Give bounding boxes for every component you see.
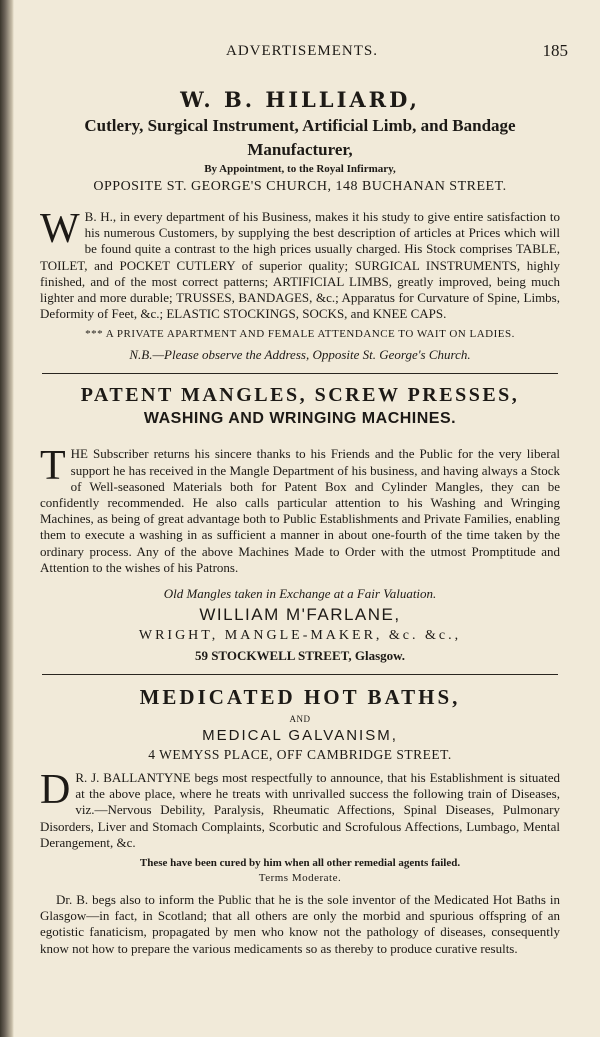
hilliard-address: OPPOSITE ST. GEORGE'S CHURCH, 148 BUCHANAN STREET. <box>93 179 507 194</box>
baths-dropcap: D <box>40 767 71 814</box>
mangles-body <box>40 443 560 576</box>
hilliard-nb: N.B.—Please observe the Address, Opposite St. George's Church. <box>129 347 471 363</box>
baths-body-text: R. J. BALLANTYNE begs most respectfully to announce, that his Establishment is situated at the above place, where he treats with unrivalled success the following train of Diseases, viz.—Nervous Debility, Paralysis, Rheumatic Affections, Spinal Diseases, Pulmonary Disorders, Liver and Stomach Complaints, Scorbutic and Scrofulous Affections, Lumbago, Mental Derangement, &c. <box>40 770 560 850</box>
baths-body <box>40 767 560 851</box>
mangles-exchange-note: Old Mangles taken in Exchange at a Fair Valuation. <box>163 586 437 602</box>
mangles-body-text: HE Subscriber returns his sincere thanks to his Friends and the Public for the very liberal support he has received in the Mangle Department of his business, and having always a Stock of Well-seasoned Materials both for Patent Box and Cylinder Mangles, they can be confidently recommended. He also calls particular attention to his Washing and Wringing Machines, as being of great advantage both to Public Establishments and Private Families, enabling them to execute a washing in as sufficient a manner in about one-fourth of the time taken by the ordinary process. Any of the above Machines Made to Order with the utmost Promptitude and Attention to the wishes of his Patrons. <box>40 446 560 575</box>
baths-title: MEDICATED HOT BATHS, <box>139 685 461 710</box>
hilliard-trade-line2: Manufacturer, <box>247 140 353 159</box>
hilliard-name: W. B. HILLIARD, <box>180 87 420 112</box>
baths-advertisement <box>40 685 560 957</box>
hilliard-trade-line1: Cutlery, Surgical Instrument, Artificial Limb, and Bandage <box>84 116 516 135</box>
mangles-maker-trade: WRIGHT, MANGLE-MAKER, &c. &c., <box>138 628 462 644</box>
mangles-dropcap: T <box>40 443 66 490</box>
mangles-maker-address: 59 STOCKWELL STREET, Glasgow. <box>194 648 406 664</box>
divider-rule <box>42 373 558 374</box>
mangles-subtitle: WASHING AND WRINGING MACHINES. <box>143 410 457 428</box>
baths-and: AND <box>289 714 311 725</box>
mangles-advertisement <box>40 384 560 664</box>
baths-address: 4 WEMYSS PLACE, OFF CAMBRIDGE STREET. <box>148 747 452 763</box>
page-number: 185 <box>542 41 568 60</box>
hilliard-attendance-note: *** A PRIVATE APARTMENT AND FEMALE ATTENDANCE TO WAIT ON LADIES. <box>85 328 515 341</box>
baths-terms: Terms Moderate. <box>258 872 342 885</box>
baths-inventor-paragraph: Dr. B. begs also to inform the Public that he is the sole inventor of the Medicated Hot Baths in Glasgow—in fact, in Scotland; that all others are only the morbid and spurious offspring of an egotistic fanaticism, propagated by men who know not the pathology of diseases, consequently know not how to prepare the various medicaments so as thereby to produce curative results. <box>40 892 560 956</box>
mangles-title: PATENT MANGLES, SCREW PRESSES, <box>80 384 520 407</box>
hilliard-advertisement <box>40 87 560 363</box>
page <box>40 0 568 957</box>
hilliard-body <box>40 206 560 322</box>
divider-rule <box>42 674 558 675</box>
baths-cured-note: These have been cured by him when all other remedial agents failed. <box>139 857 461 870</box>
hilliard-dropcap: W <box>40 206 80 252</box>
page-header <box>40 41 568 73</box>
hilliard-body-text: B. H., in every department of his Business, makes it his study to give entire satisfaction to his numerous Customers, by supplying the best description of articles at Prices which will be found quite a contrast to the high prices usually charged. His Stock comprises TABLE, TOILET, and POCKET CUTLERY of superior quality; SURGICAL INSTRUMENTS, highly finished, and of the most correct patterns; ARTIFICIAL LIMBS, greatly improved, being much lighter and more durable; TRUSSES, BANDAGES, &c.; Apparatus for Curvature of Spine, Limbs, Deformity of Feet, &c.; ELASTIC STOCKINGS, SOCKS, and KNEE CAPS. <box>40 209 560 322</box>
baths-subtitle: MEDICAL GALVANISM, <box>202 727 398 745</box>
mangles-maker-name: WILLIAM M'FARLANE, <box>199 605 401 625</box>
book-binding-edge <box>0 0 14 1037</box>
running-head: ADVERTISEMENTS. <box>226 43 379 59</box>
hilliard-appointment: By Appointment, to the Royal Infirmary, <box>204 163 396 175</box>
